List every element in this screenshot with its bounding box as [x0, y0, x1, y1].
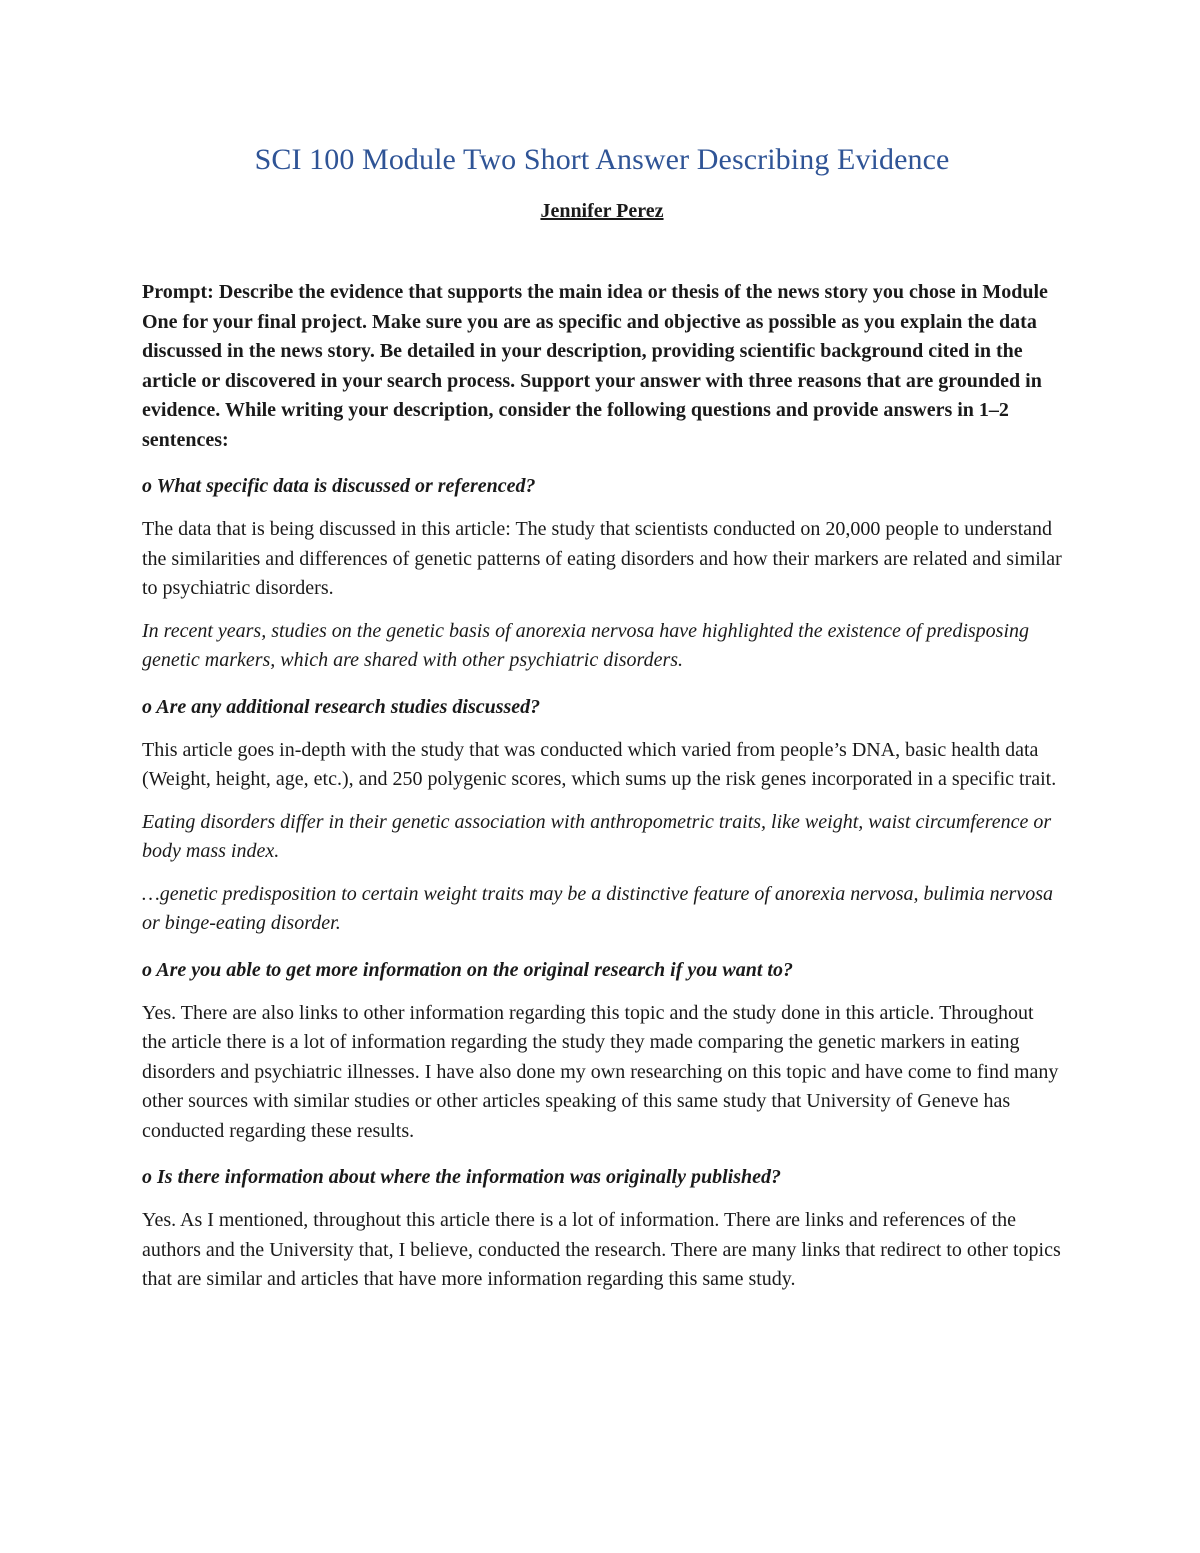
section-4	[142, 1163, 1062, 1295]
question-1: o What specific data is discussed or referenced?	[142, 475, 536, 497]
quote-2-1: Eating disorders differ in their genetic association with anthropometric traits, like weight, waist circumference or body mass index.	[142, 810, 1052, 862]
section-2	[142, 693, 1062, 939]
document-page	[142, 140, 1062, 1295]
section-3	[142, 956, 1062, 1147]
prompt-text: Prompt: Describe the evidence that supports the main idea or thesis of the news story you chose in Module One for your final project. Make sure you are as specific and objective as possible as you explain the data discussed in the news story. Be detailed in your description, providing scientific background cited in the article or discovered in your search process. Support your answer with three reasons that are grounded in evidence. While writing your description, consider the following questions and provide answers in 1–2 sentences:	[142, 281, 1048, 451]
answer-2: This article goes in-depth with the study that was conducted which varied from people’s DNA, basic health data (Weight, height, age, etc.), and 250 polygenic scores, which sums up the risk genes incorporated in a specific trait.	[142, 738, 1057, 790]
answer-1: The data that is being discussed in this article: The study that scientists conducted on 20,000 people to understand the similarities and differences of genetic patterns of eating disorders and how their markers are related and similar to psychiatric disorders.	[142, 518, 1062, 599]
answer-3: Yes. There are also links to other information regarding this topic and the study done in this article. Throughout the article there is a lot of information regarding the study they made comparing the genetic markers in eating disorders and psychiatric illnesses. I have also done my own researching on this topic and have come to find many other sources with similar studies or other articles speaking of this same study that University of Geneve has conducted regarding these results.	[142, 1001, 1059, 1142]
document-title: SCI 100 Module Two Short Answer Describing Evidence	[254, 143, 950, 176]
question-2: o Are any additional research studies discussed?	[142, 695, 541, 718]
quote-1-1: In recent years, studies on the genetic basis of anorexia nervosa have highlighted the existence of predisposing genetic markers, which are shared with other psychiatric disorders.	[142, 619, 1030, 671]
section-1	[142, 472, 1062, 676]
quote-2-2: …genetic predisposition to certain weight traits may be a distinctive feature of anorexia nervosa, bulimia nervosa or binge-eating disorder.	[142, 882, 1053, 934]
author-name: Jennifer Perez	[540, 200, 664, 222]
question-4: o Is there information about where the information was originally published?	[142, 1166, 782, 1188]
answer-4: Yes. As I mentioned, throughout this article there is a lot of information. There are links and references of the authors and the University that, I believe, conducted the research. There are many links that redirect to other topics that are similar and articles that have more information regarding this same study.	[142, 1209, 1061, 1290]
question-3: o Are you able to get more information on the original research if you want to?	[142, 958, 793, 981]
